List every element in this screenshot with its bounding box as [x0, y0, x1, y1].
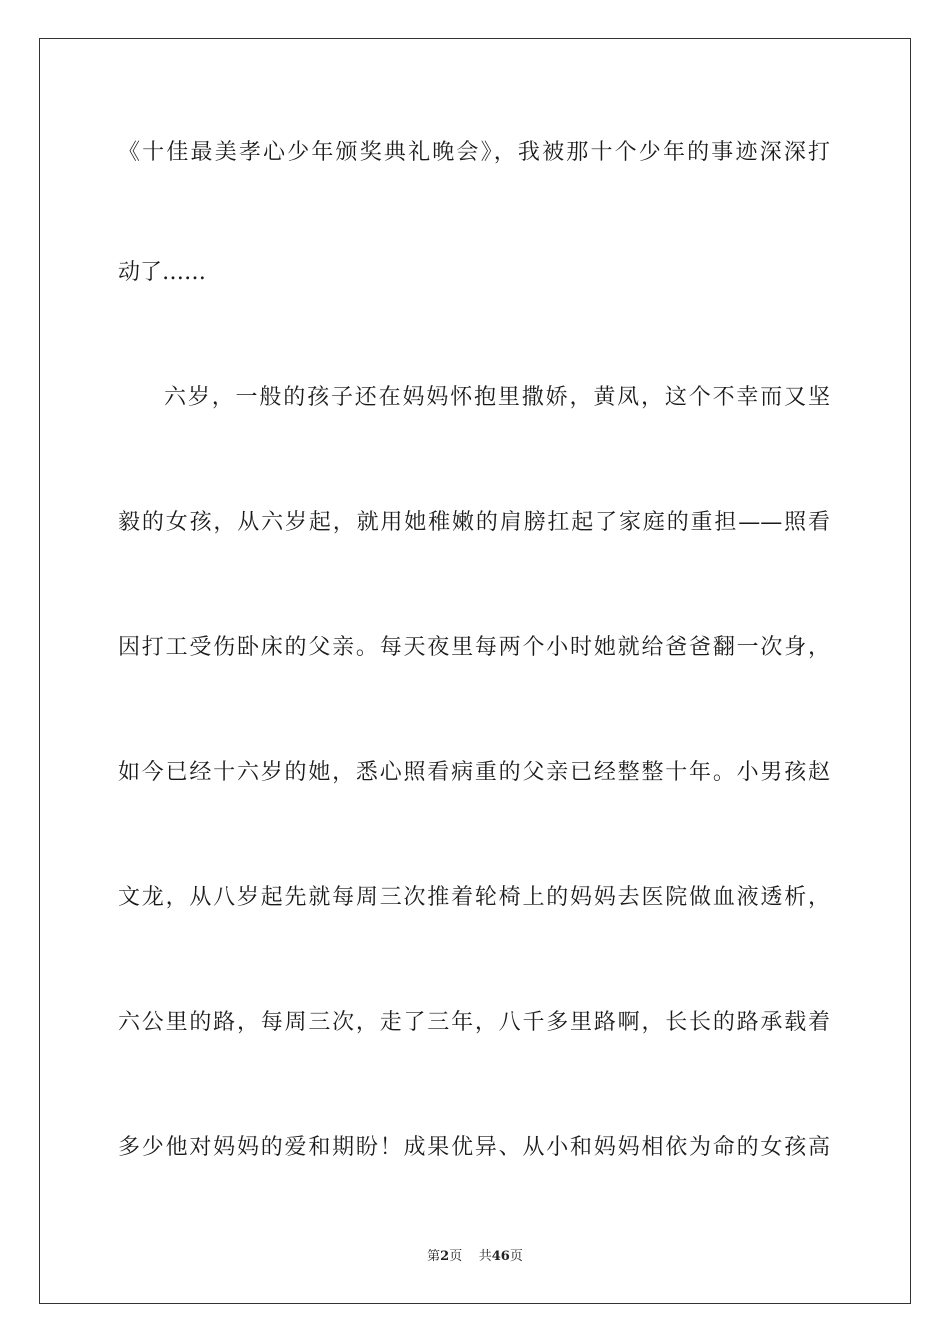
text-line-2: 动了…… — [118, 260, 207, 285]
text-line-7: 文龙，从八岁起先就每周三次推着轮椅上的妈妈去医院做血液透析， — [118, 885, 830, 910]
page-prefix: 第 — [427, 1249, 441, 1264]
total-prefix: 共 — [478, 1249, 492, 1264]
current-page-number: 2 — [440, 1249, 450, 1264]
paragraph-start-line: 六岁，一般的孩子还在妈妈怀抱里撒娇，黄凤，这个不幸而又坚 — [164, 385, 830, 410]
page-suffix: 页 — [449, 1249, 463, 1264]
text-line-1: 《十佳最美孝心少年颁奖典礼晚会》，我被那十个少年的事迹深深打 — [118, 140, 830, 165]
text-line-5: 因打工受伤卧床的父亲。每天夜里每两个小时她就给爸爸翻一次身， — [118, 635, 830, 660]
page-number-footer — [0, 1249, 950, 1265]
text-line-6: 如今已经十六岁的她，悉心照看病重的父亲已经整整十年。小男孩赵 — [118, 760, 830, 785]
text-line-4: 毅的女孩，从六岁起，就用她稚嫩的肩膀扛起了家庭的重担——照看 — [118, 510, 830, 535]
total-suffix: 页 — [509, 1249, 523, 1264]
page-border — [39, 38, 911, 1304]
text-line-9: 多少他对妈妈的爱和期盼！成果优异、从小和妈妈相依为命的女孩高 — [118, 1135, 830, 1160]
total-page-count: 46 — [491, 1249, 510, 1264]
text-line-8: 六公里的路，每周三次，走了三年，八千多里路啊，长长的路承载着 — [118, 1010, 830, 1035]
